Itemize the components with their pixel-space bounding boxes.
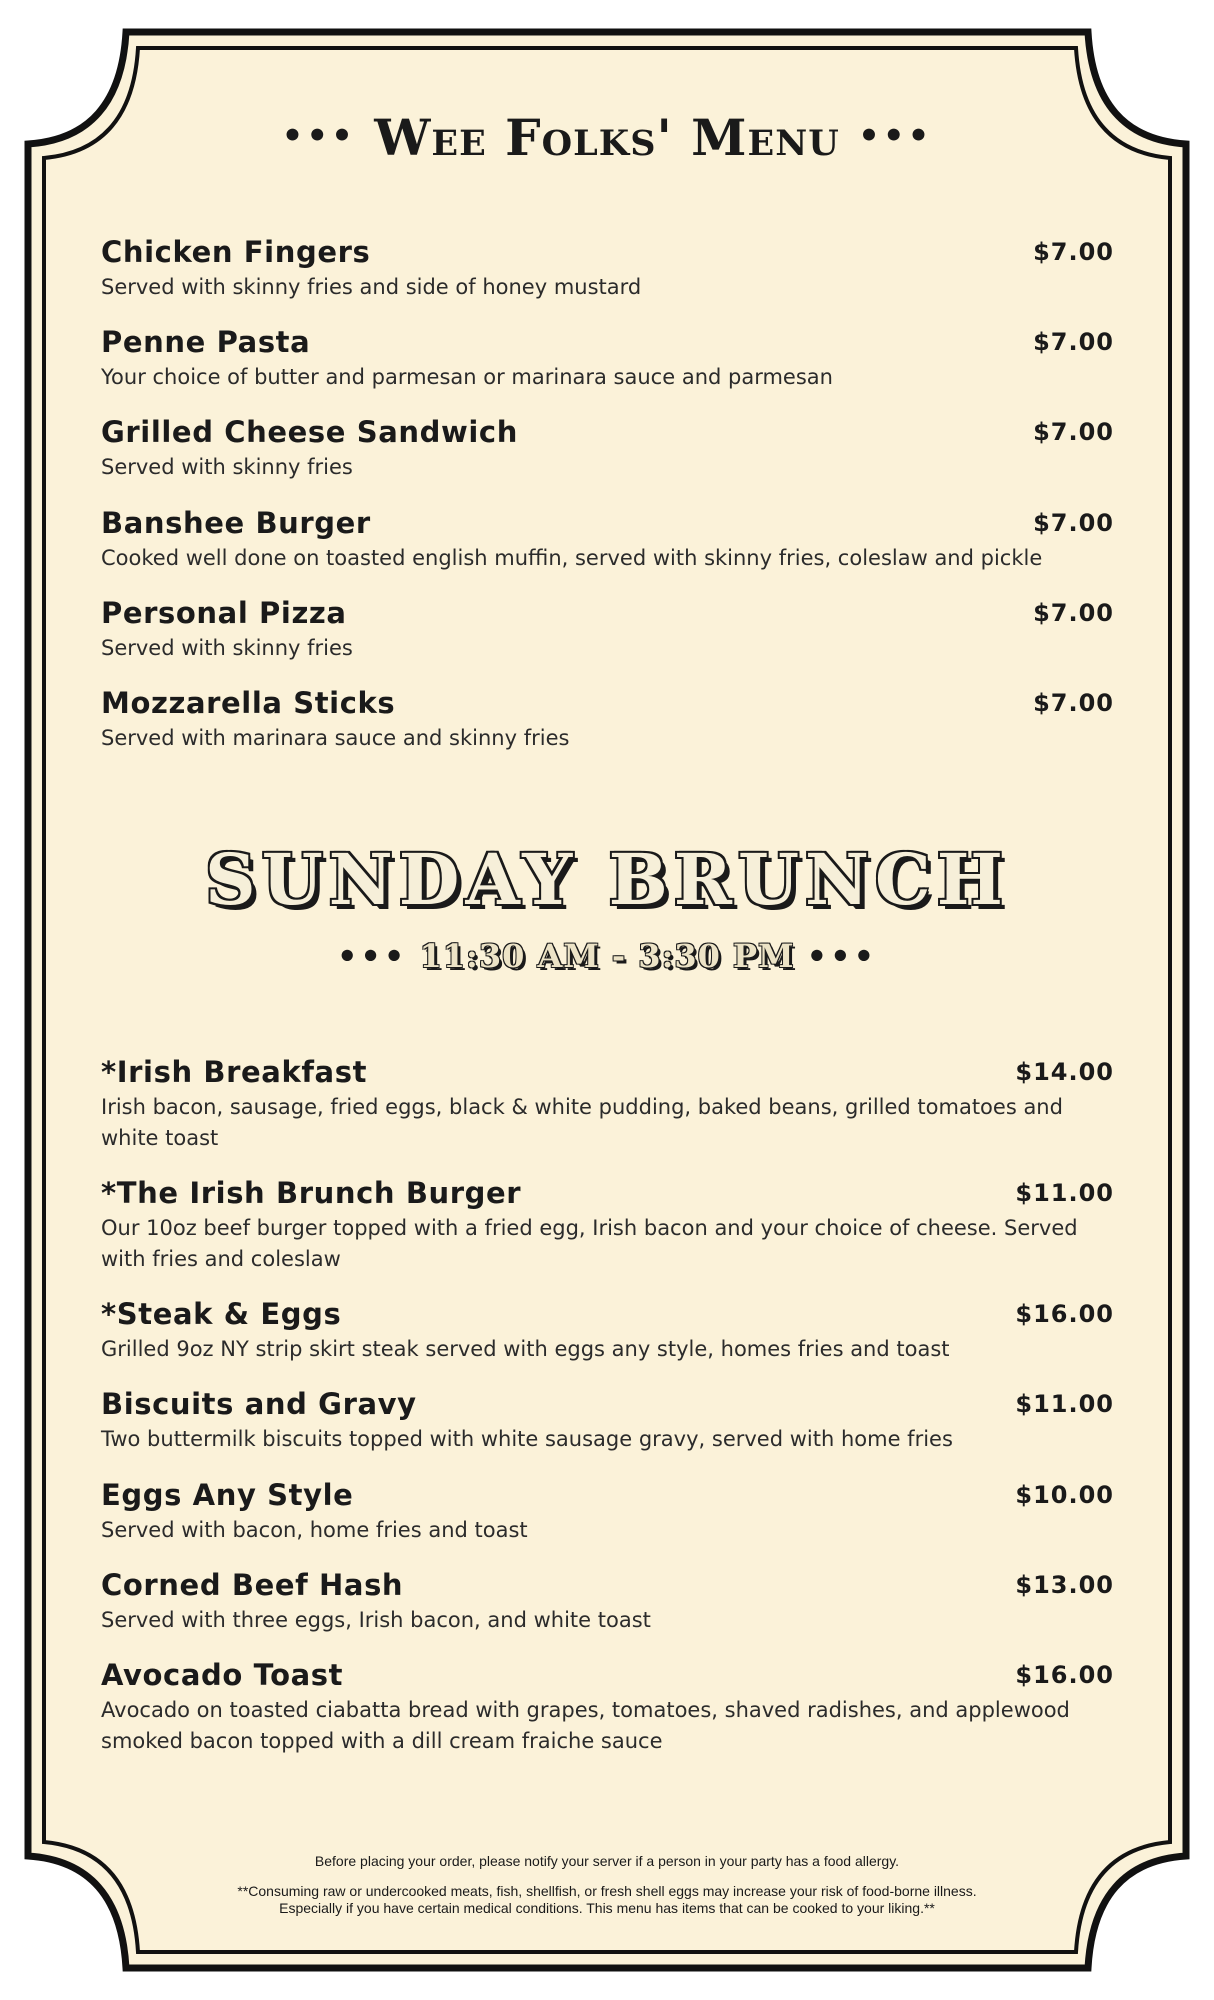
hours-dots-left: ••• — [336, 937, 408, 975]
item-name: Chicken Fingers — [101, 235, 371, 269]
menu-item — [101, 414, 518, 483]
menu-item — [101, 685, 569, 754]
menu-item — [101, 1054, 1063, 1154]
item-name: Mozzarella Sticks — [101, 686, 396, 720]
item-description: Served with skinny fries — [101, 455, 353, 479]
raw-warning-line: **Consuming raw or undercooked meats, fish, shellfish, or fresh shell eggs may increase your risk of food-borne illness. — [237, 1883, 977, 1899]
item-price: $7.00 — [1033, 238, 1114, 266]
item-price: $7.00 — [1033, 689, 1114, 717]
description-line: Served with bacon, home fries and toast — [101, 1518, 528, 1542]
description-line: Avocado on toasted ciabatta bread with grapes, tomatoes, shaved radishes, and applewood — [101, 1698, 1070, 1722]
description-line: white toast — [101, 1126, 219, 1150]
kids-menu-title-text: Wee Folks' Menu — [374, 108, 840, 167]
description-line: Irish bacon, sausage, fried eggs, black & white pudding, baked beans, grilled tomatoes and — [101, 1095, 1063, 1119]
menu-item — [101, 595, 353, 664]
menu-item — [101, 1567, 651, 1636]
brunch-hours — [0, 937, 1214, 975]
allergy-notice: Before placing your order, please notify your server if a person in your party has a food allergy. — [314, 1853, 900, 1869]
item-price: $13.00 — [1015, 1571, 1114, 1599]
item-description — [101, 1213, 1078, 1275]
item-description: Your choice of butter and parmesan or marinara sauce and parmesan — [101, 365, 833, 389]
menu-item — [101, 1296, 950, 1365]
title-dots-right: ••• — [858, 116, 933, 156]
item-description: Served with skinny fries — [101, 636, 353, 660]
item-description — [101, 1605, 651, 1636]
item-price: $11.00 — [1015, 1390, 1114, 1418]
item-name: *The Irish Brunch Burger — [101, 1176, 522, 1210]
hours-dots-right: ••• — [806, 937, 878, 975]
item-price: $11.00 — [1015, 1179, 1114, 1207]
item-price: $10.00 — [1015, 1481, 1114, 1509]
item-name: *Steak & Eggs — [101, 1297, 342, 1331]
item-price: $7.00 — [1033, 418, 1114, 446]
item-name: Avocado Toast — [101, 1658, 344, 1692]
item-description — [101, 1515, 528, 1546]
item-price: $16.00 — [1015, 1661, 1114, 1689]
item-name: Penne Pasta — [101, 325, 311, 359]
description-line: smoked bacon topped with a dill cream fraiche sauce — [101, 1729, 663, 1753]
menu-item — [101, 505, 1042, 574]
item-price: $7.00 — [1033, 509, 1114, 537]
item-name: Personal Pizza — [101, 596, 347, 630]
item-name: Banshee Burger — [101, 506, 371, 540]
raw-food-warning — [0, 1883, 1214, 1917]
kids-menu-title — [0, 108, 1214, 167]
item-name: *Irish Breakfast — [101, 1055, 368, 1089]
description-line: Served with three eggs, Irish bacon, and white toast — [101, 1608, 651, 1632]
item-price: $7.00 — [1033, 328, 1114, 356]
menu-item — [101, 1386, 953, 1455]
menu-item — [101, 324, 833, 393]
brunch-hours-text: 11:30 AM - 3:30 PM — [419, 937, 795, 975]
description-line: Grilled 9oz NY strip skirt steak served with eggs any style, homes fries and toast — [101, 1337, 950, 1361]
item-description — [101, 1092, 1063, 1154]
menu-item — [101, 1175, 1078, 1275]
item-description — [101, 1334, 950, 1365]
item-description — [101, 1424, 953, 1455]
description-line: with fries and coleslaw — [101, 1247, 341, 1271]
description-line: Our 10oz beef burger topped with a fried egg, Irish bacon and your choice of cheese. Served — [101, 1216, 1078, 1240]
item-price: $14.00 — [1015, 1058, 1114, 1086]
menu-item — [101, 1477, 528, 1546]
item-name: Grilled Cheese Sandwich — [101, 415, 518, 449]
item-price: $7.00 — [1033, 599, 1114, 627]
item-description — [101, 1695, 1070, 1757]
raw-warning-line: Especially if you have certain medical conditions. This menu has items that can be cooked to your liking.** — [279, 1900, 935, 1916]
item-description: Served with marinara sauce and skinny fries — [101, 726, 570, 750]
menu-item — [101, 234, 641, 303]
item-name: Corned Beef Hash — [101, 1568, 404, 1602]
item-name: Biscuits and Gravy — [101, 1387, 417, 1421]
item-description: Served with skinny fries and side of honey mustard — [101, 275, 642, 299]
item-description: Cooked well done on toasted english muffin, served with skinny fries, coleslaw and pickle — [101, 546, 1043, 570]
item-price: $16.00 — [1015, 1300, 1114, 1328]
menu-item — [101, 1657, 1070, 1757]
brunch-title: SUNDAY BRUNCH — [205, 838, 1009, 921]
title-dots-left: ••• — [281, 116, 356, 156]
item-name: Eggs Any Style — [101, 1478, 354, 1512]
description-line: Two buttermilk biscuits topped with white sausage gravy, served with home fries — [101, 1427, 953, 1451]
